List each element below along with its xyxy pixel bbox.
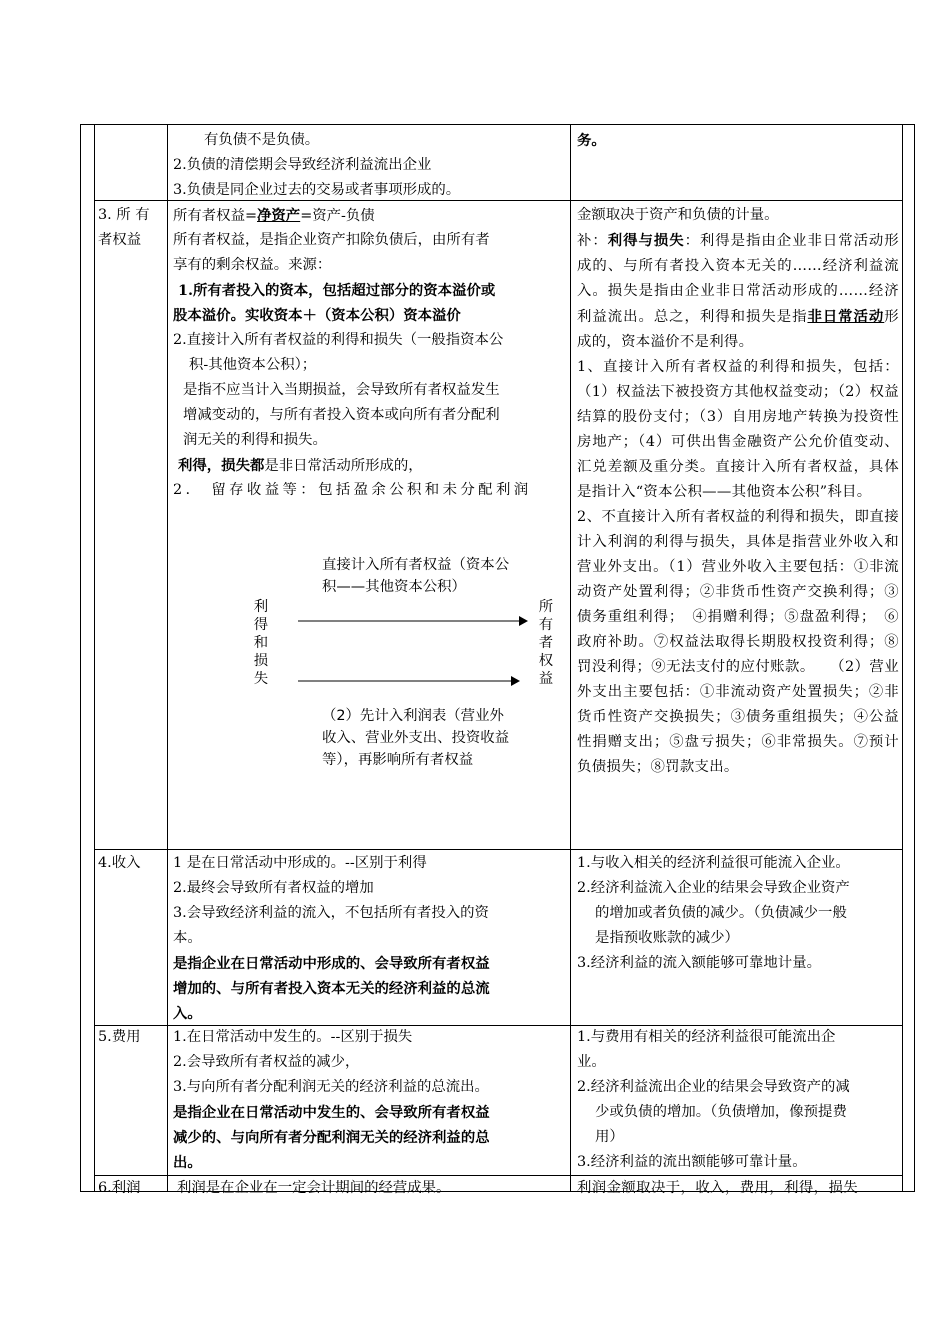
income-definition-2: 增加的、与所有者投入资本无关的经济利益的总流 <box>173 980 490 997</box>
direct-equity-gains-paragraph: 1、直接计入所有者权益的利得和损失，包括：（1）权益法下被投资方其他权益变动；（2）权益结算的股份支付；（3）自用房地产转换为投资性房地产；（4）可供出售金融资产公允价值变动、汇兑差额及重分类。直接计入所有者权益，具体是指计入“资本公积——其他资本公积”科目。 <box>577 359 899 500</box>
equity-def-line-1: 所有者权益，是指企业资产扣除负债后，由所有者 <box>173 232 490 248</box>
income-definition-1: 是指企业在日常活动中形成的、会导致所有者权益 <box>173 955 490 972</box>
equity-right-cell <box>577 203 899 780</box>
equity-label-line-2: 者权益 <box>98 232 142 248</box>
arrow-head-bottom <box>511 676 520 686</box>
liability-line-1: 有负债不是负债。 <box>204 132 320 148</box>
income-definition-3: 入。 <box>173 1005 202 1022</box>
income-left-cell <box>173 851 490 1026</box>
expense-definition-2: 减少的、与向所有者分配利润无关的经济利益的总 <box>173 1129 490 1146</box>
liability-right-cell: 务。 <box>577 132 606 149</box>
equity-source-3: 2. 留存收益等：包括盈余公积和未分配利润 <box>173 482 532 498</box>
supplement-term: 利得与损失 <box>607 232 685 249</box>
equity-def-line-2: 享有的剩余权益。来源： <box>173 257 332 273</box>
expense-definition-1: 是指企业在日常活动中发生的、会导致所有者权益 <box>173 1104 490 1121</box>
equity-source-2d: 增减变动的，与所有者投入资本或向所有者分配利 <box>183 407 500 423</box>
column-divider-2 <box>570 125 571 1191</box>
expense-right-line-2: 业。 <box>577 1054 606 1070</box>
column-divider-1 <box>167 125 168 1191</box>
gain-loss-bold: 利得，损失都 <box>178 457 265 474</box>
equity-source-1b: 股本溢价。实收资本＋（资本公积）资本溢价 <box>173 307 461 324</box>
expense-right-line-4: 少或负债的增加。（负债增加，像预提费 <box>595 1104 847 1120</box>
profit-right-cell: 利润金额取决于，收入，费用，利得，损失 <box>577 1180 859 1196</box>
expense-right-line-1: 1.与费用有相关的经济利益很可能流出企 <box>577 1029 836 1045</box>
table-border-left-inner <box>94 125 95 1191</box>
equity-right-line-1: 金额取决于资产和负债的计量。 <box>577 207 779 223</box>
equity-formula <box>173 203 565 228</box>
expense-left-line-2: 2.会导致所有者权益的减少， <box>173 1054 360 1070</box>
equity-formula-prefix: 所有者权益= <box>173 208 258 224</box>
liability-line-3: 3.负债是同企业过去的交易或者事项形成的。 <box>173 182 461 198</box>
diagram-arrows <box>281 605 541 695</box>
row-divider-2 <box>95 849 902 850</box>
gain-loss-note <box>173 453 565 478</box>
income-right-line-5: 3.经济利益的流入额能够可靠地计量。 <box>577 955 821 971</box>
income-right-line-1: 1.与收入相关的经济利益很可能流入企业。 <box>577 855 850 871</box>
income-right-line-2: 2.经济利益流入企业的结果会导致企业资产 <box>577 880 850 896</box>
equity-formula-suffix: =资产-负债 <box>300 208 375 224</box>
expense-label: 5.费用 <box>98 1029 141 1045</box>
equity-source-2e: 润无关的利得和损失。 <box>183 432 327 448</box>
table-border-right-inner <box>902 125 903 1191</box>
gain-loss-supplement <box>577 228 899 355</box>
profit-left-cell: 利润是在企业在一定会计期间的经营成果。 <box>177 1180 451 1196</box>
expense-definition-3: 出。 <box>173 1154 202 1171</box>
income-left-line-4: 本。 <box>173 930 202 946</box>
expense-left-line-1: 1.在日常活动中发生的。--区别于损失 <box>173 1029 413 1045</box>
expense-right-cell <box>577 1025 850 1175</box>
equity-source-2a: 2.直接计入所有者权益的利得和损失（一般指资本公 <box>173 332 504 348</box>
indirect-equity-gains-paragraph: 2、不直接计入所有者权益的利得和损失，即直接计入利润的利得与损失，具体是指营业外收入和营业外支出。（1）营业外收入主要包括：①非流动资产处置利得；②非货币性资产交换利得；③债务重组利得； ④捐赠利得；⑤盘盈利得； ⑥政府补助。⑦权益法取得长期股权投资利得；⑧罚没利得；⑨无法支付的应付账款。 （2）营业外支出主要包括：①非流动资产处置损失；②非货币性资产交换损失；③债务重组损失；④公益性捐赠支出；⑤盘亏损失；⑥非常损失。⑦预计负债损失；⑧罚款支出。 <box>577 509 899 775</box>
diagram-top-box: 直接计入所有者权益（资本公积——其他资本公积） <box>322 557 510 595</box>
expense-right-line-5: 用） <box>595 1129 624 1145</box>
equity-label-line-1: 3. 所 有 <box>98 207 150 223</box>
expense-left-line-3: 3.与向所有者分配利润无关的经济利益的总流出。 <box>173 1079 489 1095</box>
expense-left-cell <box>173 1025 490 1175</box>
liability-left-cell <box>173 128 460 203</box>
arrow-head-top <box>519 616 528 626</box>
income-right-line-4: 是指预收账款的减少） <box>595 930 739 946</box>
diagram-left-label: 利得和损失 <box>253 599 269 687</box>
income-right-cell <box>577 851 850 976</box>
income-right-line-3: 的增加或者负债的减少。（负债减少一般 <box>595 905 847 921</box>
expense-right-line-6: 3.经济利益的流出额能够可靠计量。 <box>577 1154 807 1170</box>
supplement-text: ：利得是指由企业非日常活动形成的、与所有者投入资本无关的……经济利益流入。损失是指由企业非日常活动形成的……经济利益流出。总之，利得和损失是指 <box>577 233 899 325</box>
equity-left-cell <box>173 203 565 503</box>
equity-source-2b: 积-其他资本公积）； <box>189 357 317 373</box>
expense-right-line-3: 2.经济利益流出企业的结果会导致资产的减 <box>577 1079 850 1095</box>
net-assets-term: 净资产 <box>257 207 301 224</box>
non-daily-activities-term: 非日常活动 <box>807 308 885 325</box>
gain-loss-rest: 是非日常活动所形成的， <box>264 458 423 474</box>
income-left-line-1: 1 是在日常活动中形成的。--区别于利得 <box>173 855 427 871</box>
equity-source-1a: 1.所有者投入的资本，包括超过部分的资本溢价或 <box>178 282 496 299</box>
diagram-bottom-box: （2）先计入利润表（营业外收入、营业外支出、投资收益等），再影响所有者权益 <box>322 708 510 768</box>
accounting-elements-table <box>80 124 915 1196</box>
income-left-line-2: 2.最终会导致所有者权益的增加 <box>173 880 374 896</box>
equity-source-2c: 是指不应当计入当期损益，会导致所有者权益发生 <box>183 382 500 398</box>
profit-label: 6.利润 <box>98 1180 141 1196</box>
supplement-prefix: 补： <box>577 233 608 249</box>
equity-label <box>98 203 150 253</box>
income-label: 4.收入 <box>98 855 141 871</box>
supplement-end: 形成的，资本溢价不是利得。 <box>577 309 899 350</box>
income-left-line-3: 3.会导致经济利益的流入，不包括所有者投入的资 <box>173 905 489 921</box>
liability-line-2: 2.负债的清偿期会导致经济利益流出企业 <box>173 157 432 173</box>
diagram-right-label: 所有者权益 <box>538 599 554 687</box>
